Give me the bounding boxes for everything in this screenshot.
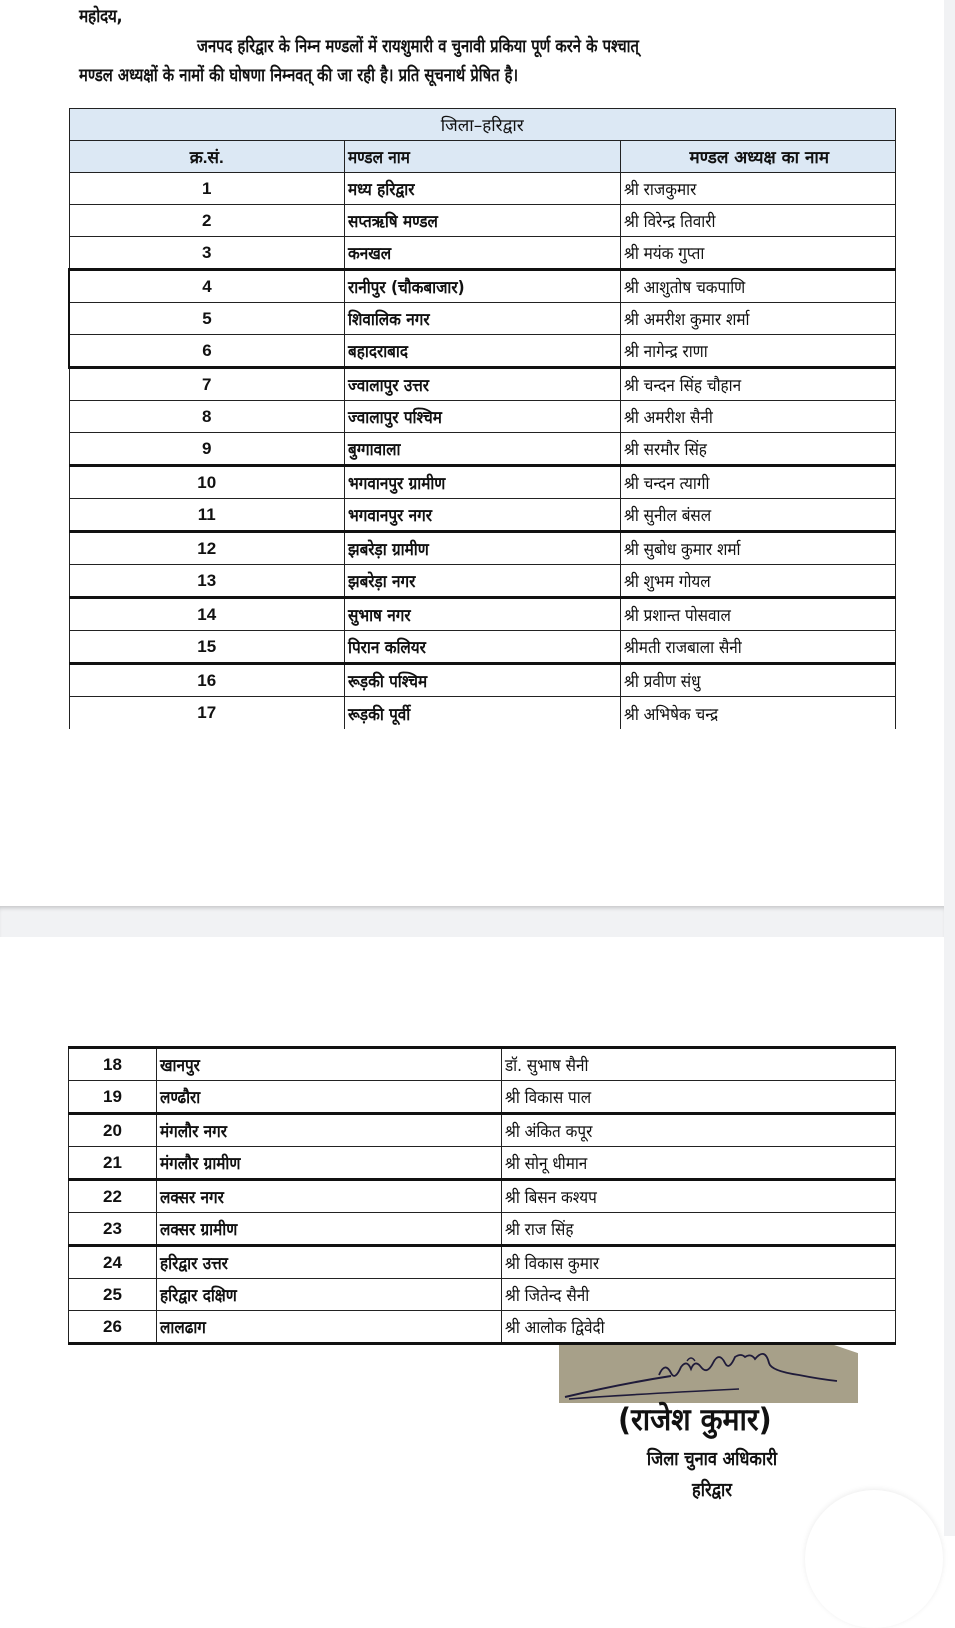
cell-president-name: [620, 664, 896, 697]
mandal-name-text: लक्सर ग्रामीण: [160, 1220, 238, 1240]
cell-president-name: [620, 433, 896, 466]
table-row: [69, 173, 896, 205]
president-name-text: श्री विकास कुमार: [505, 1254, 600, 1274]
president-name-text: श्री सरमौर सिंह: [623, 440, 707, 460]
cell-president-name: [620, 270, 896, 303]
table-row: [69, 598, 896, 631]
table-row: [69, 303, 896, 335]
cell-president-name: [620, 173, 896, 205]
signature-image: [559, 1345, 858, 1403]
cell-mandal-name: [157, 1048, 502, 1081]
mandal-name-text: सुभाष नगर: [348, 606, 411, 626]
mandal-name-text: हरिद्वार दक्षिण: [160, 1286, 237, 1306]
cell-serial: 23: [69, 1213, 157, 1246]
table-row: [69, 335, 896, 368]
president-name-text: श्री विकास पाल: [505, 1088, 592, 1108]
table-row: [69, 401, 896, 433]
president-name-text: श्री जितेन्द सैनी: [505, 1286, 590, 1306]
cell-mandal-name: [157, 1114, 502, 1147]
header-mandal-name-text: मण्डल नाम: [348, 148, 410, 168]
cell-mandal-name: [157, 1279, 502, 1311]
cell-serial: 19: [69, 1081, 157, 1114]
cell-serial: 20: [69, 1114, 157, 1147]
mandal-name-text: ज्वालापुर पश्चिम: [348, 408, 442, 428]
cell-mandal-name: [345, 697, 621, 730]
cell-serial: 15: [69, 631, 345, 664]
table-row: [69, 1147, 896, 1180]
cell-mandal-name: [345, 565, 621, 598]
president-name-text: श्री अमरीश सैनी: [623, 408, 713, 428]
president-name-text: श्री चन्दन सिंह चौहान: [623, 376, 741, 396]
cell-president-name: [502, 1081, 896, 1114]
cell-president-name: [502, 1213, 896, 1246]
table-header-row: [69, 141, 896, 173]
mandal-president-table-part-2: [68, 1046, 896, 1345]
table-row: [69, 1279, 896, 1311]
cell-president-name: [502, 1279, 896, 1311]
cell-mandal-name: [345, 664, 621, 697]
cell-serial: 25: [69, 1279, 157, 1311]
president-name-text: श्री प्रवीण संधु: [623, 672, 701, 692]
cell-serial: 24: [69, 1246, 157, 1279]
mandal-name-text: झबरेड़ा नगर: [348, 572, 416, 592]
table-row: [69, 565, 896, 598]
cell-serial: 7: [69, 368, 345, 401]
president-name-text: श्री मयंक गुप्ता: [623, 244, 704, 264]
cell-mandal-name: [345, 631, 621, 664]
cell-mandal-name: [345, 499, 621, 532]
mandal-name-text: लालढाग: [160, 1318, 206, 1338]
cell-president-name: [502, 1180, 896, 1213]
cell-mandal-name: [345, 368, 621, 401]
cell-serial: 13: [69, 565, 345, 598]
cell-serial: 22: [69, 1180, 157, 1213]
cell-mandal-name: [345, 433, 621, 466]
cell-president-name: [620, 401, 896, 433]
cell-mandal-name: [157, 1180, 502, 1213]
mandal-name-text: मंगलौर नगर: [160, 1122, 228, 1142]
mandal-name-text: पिरान कलियर: [348, 638, 426, 658]
cell-serial: 14: [69, 598, 345, 631]
floating-action-button[interactable]: [805, 1490, 943, 1628]
viewer-scroll-gutter: [944, 0, 955, 1536]
cell-mandal-name: [157, 1081, 502, 1114]
mandal-name-text: भगवानपुर ग्रामीण: [348, 474, 446, 494]
cell-serial: 2: [69, 205, 345, 237]
cell-mandal-name: [345, 303, 621, 335]
president-name-text: श्री चन्दन त्यागी: [623, 474, 709, 494]
cell-serial: 5: [69, 303, 345, 335]
cell-mandal-name: [345, 335, 621, 368]
cell-president-name: [502, 1147, 896, 1180]
cell-president-name: [620, 368, 896, 401]
table-row: [69, 532, 896, 565]
cell-mandal-name: [345, 401, 621, 433]
cell-serial: 16: [69, 664, 345, 697]
cell-mandal-name: [345, 205, 621, 237]
table-row: [69, 631, 896, 664]
mandal-name-text: रूड़की पश्चिम: [348, 672, 428, 692]
cell-mandal-name: [157, 1311, 502, 1344]
cell-president-name: [502, 1246, 896, 1279]
president-name-text: डॉ. सुभाष सैनी: [505, 1056, 589, 1076]
signature-scribble: [559, 1345, 858, 1403]
table-row: [69, 1114, 896, 1147]
cell-mandal-name: [345, 598, 621, 631]
table-row: [69, 1180, 896, 1213]
table-row: [69, 697, 896, 730]
table-row: [69, 237, 896, 270]
cell-president-name: [620, 598, 896, 631]
table-row: [69, 1246, 896, 1279]
president-name-text: श्री अभिषेक चन्द्र: [623, 704, 718, 725]
cell-president-name: [620, 631, 896, 664]
letter-paragraph-line-1: जनपद हरिद्वार के निम्न मण्डलों में रायशुमारी व चुनावी प्रकिया पूर्ण करने के पश्चात्: [197, 36, 639, 57]
mandal-name-text: रानीपुर (चौकबाजार): [348, 278, 465, 298]
table-row: [69, 270, 896, 303]
cell-serial: 11: [69, 499, 345, 532]
cell-serial: 1: [69, 173, 345, 205]
mandal-name-text: बहादराबाद: [348, 342, 409, 362]
mandal-name-text: मध्य हरिद्वार: [348, 180, 415, 200]
cell-serial: 18: [69, 1048, 157, 1081]
mandal-name-text: लक्सर नगर: [160, 1188, 224, 1208]
president-name-text: श्री अमरीश कुमार शर्मा: [623, 310, 749, 330]
president-name-text: श्री सोनू धीमान: [505, 1154, 588, 1174]
signatory-place: हरिद्वार: [692, 1479, 732, 1501]
mandal-name-text: सप्तऋषि मण्डल: [348, 212, 438, 232]
table-title-row: [69, 109, 896, 141]
president-name-text: श्री प्रशान्त पोसवाल: [623, 606, 731, 626]
president-name-text: श्री राजकुमार: [623, 180, 696, 200]
mandal-name-text: शिवालिक नगर: [348, 310, 430, 330]
table-row: [69, 205, 896, 237]
table-row: [69, 433, 896, 466]
president-name-text: श्री नागेन्द्र राणा: [623, 342, 708, 362]
table-row: [69, 664, 896, 697]
mandal-name-text: हरिद्वार उत्तर: [160, 1254, 228, 1274]
table-title: जिला–हरिद्वार: [69, 109, 896, 141]
cell-president-name: [620, 237, 896, 270]
cell-president-name: [620, 205, 896, 237]
cell-president-name: [502, 1311, 896, 1344]
cell-mandal-name: [345, 532, 621, 565]
page-separator: [0, 906, 944, 937]
table-row: [69, 1311, 896, 1344]
cell-serial: 3: [69, 237, 345, 270]
president-name-text: श्री विरेन्द्र तिवारी: [623, 212, 715, 232]
signatory-designation: जिला चुनाव अधिकारी: [646, 1448, 778, 1470]
cell-mandal-name: [157, 1246, 502, 1279]
table-row: [69, 1213, 896, 1246]
table-row: [69, 466, 896, 499]
header-president-name: मण्डल अध्यक्ष का नाम: [620, 141, 896, 173]
mandal-name-text: कनखल: [348, 244, 392, 264]
president-name-text: श्री सुनील बंसल: [623, 506, 711, 526]
mandal-president-table-part-1: [68, 108, 896, 729]
president-name-text: श्री सुबोध कुमार शर्मा: [623, 540, 740, 560]
table-row: [69, 1048, 896, 1081]
cell-serial: 21: [69, 1147, 157, 1180]
salutation: महोदय,: [79, 6, 123, 27]
mandal-name-text: बुग्गावाला: [348, 440, 401, 460]
cell-mandal-name: [345, 237, 621, 270]
cell-serial: 6: [69, 335, 345, 368]
letter-paragraph-line-2: मण्डल अध्यक्षों के नामों की घोषणा निम्नवत् की जा रही है। प्रति सूचनार्थ प्रेषित है।: [79, 65, 519, 86]
mandal-name-text: रूड़की पूर्वी: [348, 704, 411, 725]
cell-serial: 12: [69, 532, 345, 565]
cell-serial: 10: [69, 466, 345, 499]
signatory-name: (राजेश कुमार): [618, 1402, 772, 1438]
president-name-text: श्री आलोक द्विवेदी: [505, 1318, 605, 1338]
mandal-name-text: लण्ढौरा: [160, 1088, 201, 1108]
cell-president-name: [502, 1048, 896, 1081]
president-name-text: श्रीमती राजबाला सैनी: [623, 638, 742, 658]
cell-president-name: [620, 466, 896, 499]
cell-president-name: [502, 1114, 896, 1147]
cell-serial: 26: [69, 1311, 157, 1344]
header-serial: क्र.सं.: [69, 141, 345, 173]
cell-serial: 4: [69, 270, 345, 303]
mandal-name-text: खानपुर: [160, 1056, 200, 1076]
president-name-text: श्री आशुतोष चकपाणि: [623, 278, 745, 298]
president-name-text: श्री शुभम गोयल: [623, 572, 711, 592]
cell-mandal-name: [345, 270, 621, 303]
president-name-text: श्री बिसन कश्यप: [505, 1188, 597, 1208]
cell-president-name: [620, 303, 896, 335]
mandal-name-text: मंगलौर ग्रामीण: [160, 1154, 241, 1174]
table-row: [69, 499, 896, 532]
mandal-name-text: ज्वालापुर उत्तर: [348, 376, 430, 396]
president-name-text: श्री अंकित कपूर: [505, 1122, 593, 1142]
cell-president-name: [620, 335, 896, 368]
cell-serial: 8: [69, 401, 345, 433]
mandal-name-text: झबरेड़ा ग्रामीण: [348, 540, 429, 560]
cell-mandal-name: [157, 1147, 502, 1180]
cell-mandal-name: [157, 1213, 502, 1246]
president-name-text: श्री राज सिंह: [505, 1220, 574, 1240]
cell-president-name: [620, 532, 896, 565]
cell-president-name: [620, 565, 896, 598]
table-row: [69, 1081, 896, 1114]
header-mandal-name: [345, 141, 621, 173]
cell-president-name: [620, 697, 896, 730]
mandal-name-text: भगवानपुर नगर: [348, 506, 432, 526]
cell-serial: 17: [69, 697, 345, 730]
cell-president-name: [620, 499, 896, 532]
cell-mandal-name: [345, 173, 621, 205]
table-row: [69, 368, 896, 401]
cell-serial: 9: [69, 433, 345, 466]
cell-mandal-name: [345, 466, 621, 499]
